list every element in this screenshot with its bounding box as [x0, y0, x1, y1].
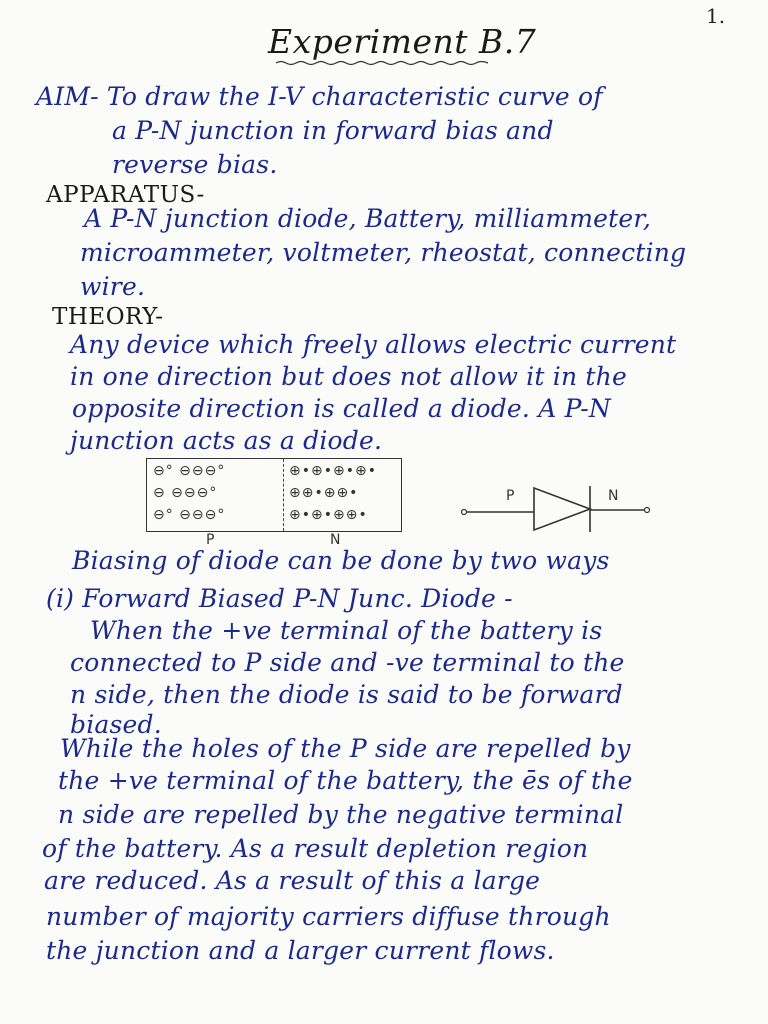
pn-junction-diagram — [146, 458, 402, 532]
biasing-line-11: the junction and a larger current flows. — [46, 936, 555, 965]
biasing-line-8: of the battery. As a result depletion region — [42, 834, 589, 863]
theory-line-4: junction acts as a diode. — [70, 426, 383, 455]
biasing-line-2: connected to P side and -ve terminal to the — [70, 648, 625, 677]
biasing-line-9: are reduced. As a result of this a large — [44, 866, 541, 895]
n-region-label: N — [330, 532, 341, 548]
diode-p-label: P — [506, 488, 515, 504]
theory-line-2: in one direction but does not allow it in the — [70, 362, 627, 391]
biasing-line-3: n side, then the diode is said to be forward — [70, 680, 623, 709]
biasing-line-10: number of majority carriers diffuse through — [46, 902, 611, 931]
page-title: Experiment B.7 — [268, 22, 537, 61]
page-number: 1. — [706, 4, 726, 28]
p-region-row-1: ⊖° ⊖⊖⊖° — [153, 463, 226, 479]
aim-line-3: reverse bias. — [112, 150, 278, 179]
p-region-row-2: ⊖ ⊖⊖⊖° — [153, 485, 218, 501]
aim-line-2: a P-N junction in forward bias and — [112, 116, 554, 145]
apparatus-line-2: microammeter, voltmeter, rheostat, connecting — [80, 238, 687, 267]
biasing-intro: Biasing of diode can be done by two ways — [72, 546, 610, 575]
biasing-line-5: While the holes of the P side are repelled by — [60, 734, 631, 763]
theory-heading: THEORY- — [52, 304, 164, 330]
diode-n-label: N — [608, 488, 619, 504]
p-region-label: P — [206, 532, 215, 548]
biasing-line-4: biased. — [70, 710, 162, 739]
apparatus-heading: APPARATUS- — [46, 182, 205, 208]
aim-line-1: AIM- To draw the I-V characteristic curve of — [36, 82, 603, 111]
junction-divider — [283, 459, 284, 531]
theory-line-1: Any device which freely allows electric current — [70, 330, 677, 359]
diode-symbol-icon — [458, 476, 658, 536]
biasing-line-6: the +ve terminal of the battery, the ēs of the — [58, 766, 633, 795]
apparatus-line-1: A P-N junction diode, Battery, milliammeter, — [84, 204, 651, 233]
title-underline — [276, 60, 488, 66]
n-region-row-3: ⊕•⊕•⊕⊕• — [289, 507, 368, 523]
n-region-row-1: ⊕•⊕•⊕•⊕• — [289, 463, 377, 479]
p-region-row-3: ⊖° ⊖⊖⊖° — [153, 507, 226, 523]
forward-bias-heading: (i) Forward Biased P-N Junc. Diode - — [46, 584, 513, 613]
biasing-line-1: When the +ve terminal of the battery is — [90, 616, 603, 645]
biasing-line-7: n side are repelled by the negative terminal — [58, 800, 624, 829]
apparatus-line-3: wire. — [80, 272, 146, 301]
n-region-row-2: ⊕⊕•⊕⊕• — [289, 485, 359, 501]
theory-line-3: opposite direction is called a diode. A P-N — [72, 394, 611, 423]
